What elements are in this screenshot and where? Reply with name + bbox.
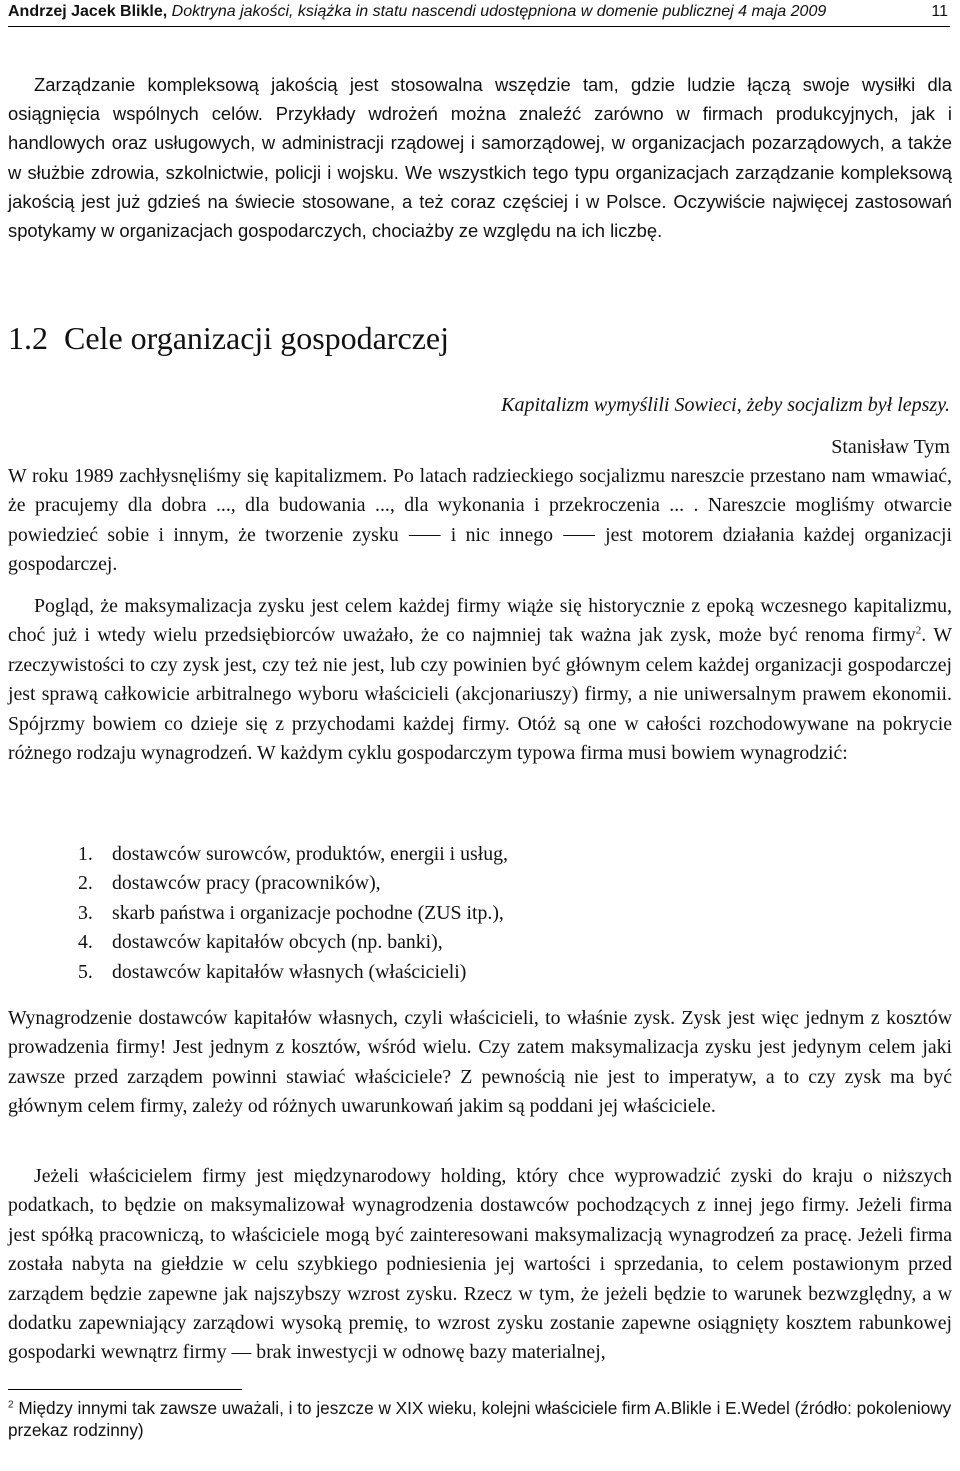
- list-item-text: dostawców pracy (pracowników),: [112, 872, 381, 895]
- paragraph-profit-view-continuation: . W rzeczywistości to czy zysk jest, czy też nie jest, lub czy powinien być głównym celem każdej organizacji gospodarczej jest sprawą całkowicie arbitralnego wyboru właścicieli (akcjonariuszy) firmy, a nie uniwersalnym prawem ekonomii. Spójrzmy bowiem co dzieje się z przychodami każdej firmy. Otóż są one w całości rozchodowywane na pokrycie różnego rodzaju wynagrodzeń. W każdym cyklu gospodarczym typowa firma musi bowiem wynagrodzić:: [8, 624, 952, 765]
- paragraph-owner-profit: Wynagrodzenie dostawców kapitałów własnych, czyli właścicieli, to właśnie zysk. Zysk jest więc jednym z kosztów prowadzenia firmy! Jest jednym z kosztów, wśród wielu. Czy zatem maksymalizacja zysku jest jedynym celem jaki zawsze przed zarządem powinni stawiać właściciele? Z pewnością nie jest to imperatyw, a to czy zysk ma być głównym celem firmy, zależy od różnych uwarunkowań jakim są poddani jej właściciele.: [8, 1007, 952, 1118]
- list-item-text: skarb państwa i organizacje pochodne (ZUS itp.),: [112, 901, 504, 924]
- list-item: [78, 840, 508, 869]
- section-number: 1.2: [8, 320, 48, 356]
- section-title: Cele organizacji gospodarczej: [64, 320, 450, 356]
- motto-author: Stanisław Tym: [831, 436, 950, 458]
- list-item: [78, 958, 508, 987]
- list-item: [78, 928, 508, 957]
- list-item-text: dostawców kapitałów własnych (właścicieli): [112, 960, 467, 983]
- list-item-number: 3.: [78, 901, 93, 924]
- paragraph-profit-view-text: Pogląd, że maksymalizacja zysku jest celem każdej firmy wiąże się historycznie z epoką wczesnego kapitalizmu, choć już i wtedy wielu przedsiębiorców uważało, że co najmniej tak ważna jak zysk, może być renoma firmy: [8, 595, 952, 647]
- motto-quote: Kapitalizm wymyślili Sowieci, żeby socjalizm był lepszy.: [501, 394, 950, 416]
- list-item-number: 4.: [78, 931, 93, 954]
- list-item: [78, 899, 508, 928]
- list-item-number: 1.: [78, 843, 93, 865]
- header-book-info: Doktryna jakości, książka in statu nascendi udostępniona w domenie publicznej 4 maja 2009: [167, 3, 827, 20]
- list-item-number: 2.: [78, 872, 93, 895]
- running-header: [8, 0, 950, 27]
- footnote: [8, 1398, 952, 1441]
- footnote-reference: 2: [915, 624, 922, 637]
- paragraph-profit-view: [8, 592, 952, 768]
- page-number: 11: [931, 3, 948, 20]
- section-heading: [8, 320, 449, 357]
- list-item-text: dostawców kapitałów obcych (np. banki),: [112, 931, 443, 954]
- footnote-number: 2: [8, 1399, 14, 1411]
- paragraph-holding: Jeżeli właścicielem firmy jest międzynarodowy holding, który chce wyprowadzić zyski do kraju o niższych podatkach, to będzie on maksymalizował wynagrodzenia dostawców pochodzących z innej jego firmy. Jeżeli firma jest spółką pracowniczą, to właściciele mogą być zainteresowani maksymalizacją wynagrodzeń za pracę. Jeżeli firma została nabyta na giełdzie w celu szybkiego podniesienia jej wartości i sprzedania, to celem postawionym przed zarządem będzie zapewne jak najszybszy wzrost zysku. Rzecz w tym, że jeżeli będzie to warunek bezwzględny, a w dodatku zapewniający zarządowi wysoką premię, to wzrost zysku zostanie zapewne osiągnięty kosztem rabunkowej gospodarki wewnątrz firmy — brak inwestycji w odnowę bazy materialnej,: [8, 1165, 952, 1364]
- list-item-text: dostawców surowców, produktów, energii i usług,: [112, 843, 508, 865]
- footnote-text: Między innymi tak zawsze uważali, i to jeszcze w XIX wieku, kolejni właściciele firm A.Blikle i E.Wedel (źródło: pokoleniowy przekaz rodzinny): [8, 1398, 952, 1440]
- intro-paragraph: Zarządzanie kompleksową jakością jest stosowalna wszędzie tam, gdzie ludzie łączą swoje wysiłki dla osiągnięcia wspólnych celów. Przykłady wdrożeń można znaleźć zarówno w firmach produkcyjnych, jak i handlowych oraz usługowych, w administracji rządowej i samorządowej, w organizacjach pozarządowych, a także w służbie zdrowia, szkolnictwie, policji i wojsku. We wszystkich tego typu organizacjach zarządzanie kompleksową jakością jest już gdzieś na świecie stosowane, a też coraz częściej i w Polsce. Oczywiście najwięcej zastosowań spotykamy w organizacjach gospodarczych, chociażby ze względu na ich liczbę.: [8, 74, 952, 242]
- list-item-number: 5.: [78, 960, 93, 983]
- list-item: [78, 869, 508, 898]
- motto: [501, 384, 950, 468]
- paragraph-1989: W roku 1989 zachłysnęliśmy się kapitalizmem. Po latach radzieckiego socjalizmu nareszcie przestano nam wmawiać, że pracujemy dla dobra ..., dla budowania ..., dla wykonania i przekroczenia ... . Nareszcie mogliśmy otwarcie powiedzieć sobie i innym, że tworzenie zysku ⸺ i nic innego ⸺ jest motorem działania każdej organizacji gospodarczej.: [8, 465, 952, 576]
- header-author: Andrzej Jacek Blikle,: [8, 3, 168, 20]
- footnote-separator: [8, 1389, 242, 1390]
- remuneration-list: [78, 840, 508, 987]
